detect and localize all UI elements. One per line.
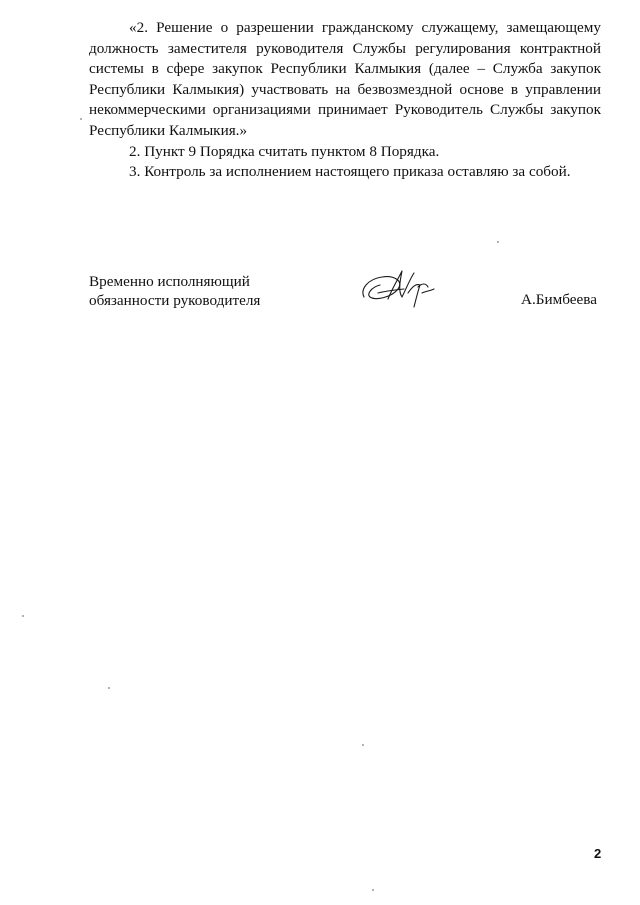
paragraph-item-3: 3. Контроль за исполнением настоящего приказа оставляю за собой. bbox=[129, 163, 571, 181]
scan-speck bbox=[362, 744, 364, 746]
scan-speck bbox=[108, 687, 110, 689]
page-number: 2 bbox=[594, 846, 602, 861]
scan-speck bbox=[80, 118, 82, 120]
scan-speck bbox=[497, 241, 499, 243]
signatory-role-line-2: обязанности руководителя bbox=[89, 291, 261, 309]
scan-speck bbox=[372, 889, 374, 891]
signatory-role-line-1: Временно исполняющий bbox=[89, 273, 250, 290]
signatory-role bbox=[89, 273, 260, 310]
paragraph-amendment-text: «2. Решение о разрешении гражданскому служащему, замещающему должность заместителя руководителя Службы регулирования контрактной системы в сфере закупок Республики Калмыкия (далее – Служба закупок Республики Калмыкия) участвовать на безвозмездной основе в управлении некоммерческими организациями принимает Руководитель Службы закупок Республики Калмыкия.» bbox=[89, 19, 601, 139]
handwritten-signature bbox=[358, 263, 438, 313]
signatory-name: А.Бимбеева bbox=[521, 291, 597, 308]
document-body bbox=[89, 18, 601, 183]
paragraph-item-2: 2. Пункт 9 Порядка считать пунктом 8 Порядка. bbox=[129, 142, 440, 160]
scan-speck bbox=[22, 615, 24, 617]
